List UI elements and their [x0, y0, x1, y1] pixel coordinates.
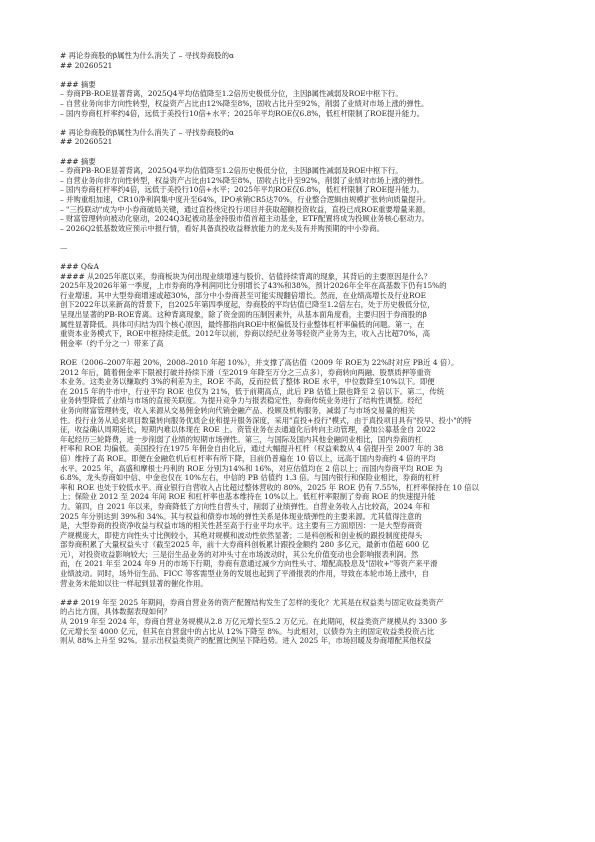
text-line: 元），对投资收益影响较大；三是衍生品业务的对冲头寸在市场波动时，其公允价值变动也会影响报表利润。然: [60, 549, 419, 559]
answer-2-paragraph: [60, 617, 535, 646]
section-2-bullet: – "三投联动"成为中小券商破局关键，通过直投绕定投行项目并获取超额投资收益，直投已成ROE重要增量来源。: [60, 204, 430, 214]
text-line: 2012 年后，随着佣金率下限被打破并持续下滑（至2019 年降至万分之三点多），券商转向两融、股票质押等重资: [60, 367, 432, 377]
text-line: 力。第四，自 2021 年以来，券商降低了方向性自营头寸，削弱了业绩弹性。自营业务收入占比较高，2024 年和: [60, 501, 430, 511]
text-line: 属性显著降低。具体可归结为四个核心原因，最终都指向ROE中枢偏低及行业整体杠杆率偏低的问题。第一，在: [60, 319, 425, 329]
text-line: 重资本业务模式下，ROE中枢持续走低。2012年以前，券商以经纪业务等轻资产业务为主，收入占比超70%，高: [60, 329, 431, 339]
section-1-summary-heading: ### 摘要: [60, 79, 96, 89]
answer-1-paragraph: [60, 281, 535, 348]
text-line: 而，在 2021 年至 2024 年9 月的市场下行期，券商有意通过减少方向性头寸、增配高股息及"固收+"等资产来平滑: [60, 559, 438, 569]
section-2: [60, 128, 535, 253]
question-1: #### 从2025年底以来，券商板块为何出现业绩增速与股价、估值持续背离的现象，其背后的主要原因是什么？: [60, 271, 432, 281]
text-line: 倍）维持了高 ROE。即便在金融危机后杠杆率有所下降，目前仍普遍在 10 倍以上，远高于国内券商约 4 倍的平均: [60, 453, 436, 463]
text-line: 产规模庞大，即使方向性头寸比例较小，其绝对规模和波动性依然显著；二是科创板和创业板的跟投制度使得头: [60, 530, 423, 540]
section-1-date: ## 20260521: [60, 60, 113, 70]
question-2-continued: 的占比方面，具体数据表现如何？: [60, 607, 171, 617]
question-2: ### 2019 年至 2025 年期间，券商自营业务的资产配置结构发生了怎样的变化？尤其是在权益类与固定收益类资产: [60, 597, 444, 607]
section-1-bullet: – 券商PB-ROE显著背离，2025Q4平均估值降至1.2倍历史极低分位，主因β属性减弱及ROE中枢下行。: [60, 89, 403, 99]
section-1-title: # 再论券商股的β属性为什么消失了 – 寻找券商股的α: [60, 51, 235, 60]
section-2-summary-heading: ### 摘要: [60, 156, 96, 166]
section-2-bullet: – 财富管理转向被动化驱动，2024Q3起被动基金持股市值首超主动基金，ETF配置将成为投顾业务核心驱动力。: [60, 214, 429, 224]
text-line: 水平。2025 年，高盛和摩根士丹利的 ROE 分别为14%和 16%，对应估值均在 2 倍以上；而国内券商平均 ROE 为: [60, 463, 443, 473]
separator: —: [60, 242, 68, 252]
text-line: 行业增速。其中大型券商增速或超30%，部分中小券商甚至可能实现翻倍增长。然而，在业绩高增长及行业ROE: [60, 290, 427, 300]
text-line: 上；保险业 2012 至 2024 年间 ROE 和杠杆率也基本维持在 10%以上。低杠杆率限制了券商 ROE 的快速提升能: [60, 492, 436, 502]
qa-section: [60, 262, 535, 646]
text-line: 在 2015 年的牛市中，行业平均 ROE 也仅为 21%，低于前期高点，此后 PB 估值上限也降至 2 倍以下。第二，传统: [60, 386, 445, 396]
section-2-bullet: – 券商PB-ROE显著背离，2025Q4平均估值降至1.2倍历史极低分位，主因β属性减弱及ROE中枢下行。: [60, 166, 403, 176]
text-line: 业绩波动。同时，场外衍生品、FICC 等客需型业务的发展也起到了平滑报表的作用，导致在本轮市场上涨中，自: [60, 569, 430, 579]
text-line: 率和 ROE 也处于较低水平。商业银行自营收入占比超过整体营收的 80%，2025 年 ROE 仍有 7.55%，杠杆率保持在 10 倍以: [60, 482, 479, 492]
answer-1-paragraph-2: [60, 358, 535, 588]
text-line: 2025 年分别达到 39%和 34%。其与权益和债券市场的弹性关系是体现业绩弹性的主要来源。尤其值得注意的: [60, 511, 422, 521]
section-2-title: # 再论券商股的β属性为什么消失了 – 寻找券商股的α: [60, 127, 235, 137]
section-2-date: ## 20260521: [60, 137, 113, 147]
section-2-bullet: – 自营业务向非方向性转型，权益资产占比由12%降至8%，固收占比升至92%，削弱了业绩对市场上涨的弹性。: [60, 175, 429, 185]
text-line: 则从 88%上升至 92%。显示出权益类资产的配置比例呈下降趋势。进入 2025 年，市场回暖及券商增配其他权益: [60, 636, 432, 646]
text-line: 呈现出显著的PB-ROE背离。这种背离现象，除了资金面的压制因素外，从基本面角度看，主要归因于券商股的β: [60, 310, 427, 320]
text-line: 征，收益确认周期延长，短期内难以体现在 ROE 上。资管业务在去通道化后转向主动管理，叠加公募基金自 2022: [60, 425, 436, 435]
text-line: 年起经历三轮降费，进一步削弱了业绩的短期市场弹性。第三，与国际及国内其他金融同业相比，国内券商的杠: [60, 434, 423, 444]
text-line: 是，大型券商的投资净收益与权益市场的相关性甚至高于行业平均水平。这主要有三方面原因：一是大型券商资: [60, 521, 423, 531]
text-line: 业务转型降低了业绩与市场的直接关联度。为提升竞争力与报表稳定性，券商传统业务进行了结构性调整。经纪: [60, 396, 423, 406]
text-line: 从 2019 年至 2024 年，券商自营业务规模从2.8 万亿元增长至5.2 万亿元。在此期间，权益类资产规模从约 3300 多: [60, 617, 447, 627]
section-2-bullet: – 并购重组加速，CR10净利润集中度升至64%，IPO承销CR5达70%，行业整合逻辑由规模扩张转向质量提升。: [60, 194, 431, 204]
text-line: ROE（2006–2007年超 20%，2008–2010 年超 10%），并支撑了高估值（2009 年 ROE为 22%时对应 PB近 4 倍）。: [60, 358, 459, 367]
text-line: 部券商积累了大量权益头寸（截至2025 年，前十大券商科创板累计跟投金额约 280 多亿元，最新市值超 600 亿: [60, 540, 430, 550]
text-line: 2025年及2026年第一季度，上市券商的净利润同比分别增长了43%和38%，预计2026年全年在高基数下仍有15%的: [60, 281, 447, 291]
text-line: 佣金率（约千分之一）带来了高: [60, 338, 164, 348]
text-line: 6.8%，龙头券商如中信、中金也仅在 10%左右，中信的 PB 估值约 1.3 倍。与国内银行和保险业相比，券商的杠杆: [60, 473, 440, 483]
text-line: 性。投行业务从追求项目数量转向服务优质企业和提升服务深度，采用"直投+投行"模式，由于真投项目具有"投早、投小"的特: [60, 415, 472, 425]
text-line: 营业务未能如以往一样起到显著的催化作用。: [60, 578, 208, 588]
section-1-bullet: – 国内券商杠杆率约4倍，远低于美投行10倍+水平；2025年平均ROE仅6.8%，低杠杆限制了ROE提升能力。: [60, 108, 425, 118]
section-1: [60, 51, 535, 118]
text-line: 创下2022年以来新高的背景下，自2025年第四季度起，券商股的平均估值已降至1.2倍左右，处于历史极低分位，: [60, 300, 435, 310]
text-line: 亿元增长至 4000 亿元，但其在自营盘中的占比从 12%下降至 8%。与此相对，以债券为主的固定收益类投资占比: [60, 626, 435, 636]
text-line: 业务向财富管理转变，收入来源从交易佣金转向代销金融产品、投顾及机构服务，减弱了与市场交易量的相关: [60, 405, 415, 415]
qa-heading: ### Q&A: [60, 262, 99, 272]
text-line: 杆率和 ROE 均偏低。美国投行在1975 年佣金自由化后，通过大幅提升杠杆（权益乘数从 4 倍提升至 2007 年的 38: [60, 444, 444, 454]
section-2-bullet: – 国内券商杠杆率约4倍，远低于美投行10倍+水平；2025年平均ROE仅6.8%，低杠杆限制了ROE提升能力。: [60, 185, 425, 195]
section-2-bullet: – 2026Q2低基数效应预示中报行情，看好具备真投收益释放能力的龙头及有并购预期的中小券商。: [60, 223, 384, 233]
section-1-bullet: – 自营业务向非方向性转型，权益资产占比由12%降至8%，固收占比升至92%，削弱了业绩对市场上涨的弹性。: [60, 98, 429, 108]
text-line: 本业务。这类业务以赚取约 3%的利差为主，ROE 不高，反而拉低了整体 ROE 水平，中位数降至10%以下。即便: [60, 377, 435, 387]
